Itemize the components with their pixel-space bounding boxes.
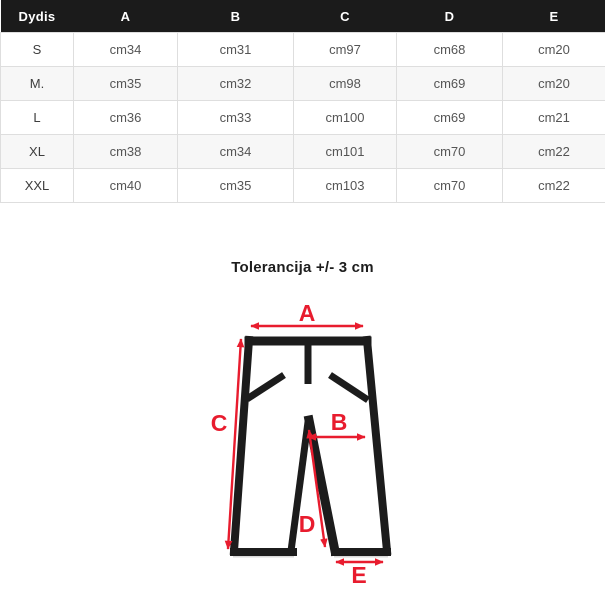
left-outer-seam <box>234 340 249 551</box>
measurement-cell: cm31 <box>178 33 294 67</box>
column-header-a: A <box>74 0 178 33</box>
header-row <box>1 0 605 33</box>
measurement-cell: cm38 <box>74 135 178 169</box>
measurement-cell: cm35 <box>178 169 294 203</box>
measurement-cell: cm70 <box>397 135 503 169</box>
pants-measurement-diagram <box>0 300 605 591</box>
size-chart-header <box>1 0 605 33</box>
size-label: M. <box>1 67 74 101</box>
measurement-cell: cm69 <box>397 67 503 101</box>
left-pocket <box>247 375 284 399</box>
table-row-xl <box>1 135 605 169</box>
size-label: S <box>1 33 74 67</box>
table-row-l <box>1 101 605 135</box>
measurement-cell: cm20 <box>503 33 605 67</box>
dimension-label-b: B <box>330 409 347 435</box>
measurement-cell: cm98 <box>294 67 397 101</box>
measurement-cell: cm21 <box>503 101 605 135</box>
size-chart-table <box>0 0 605 203</box>
measurement-cell: cm68 <box>397 33 503 67</box>
dimension-label-c: C <box>210 410 227 436</box>
table-row-s <box>1 33 605 67</box>
size-chart-body <box>1 33 605 203</box>
measurement-cell: cm100 <box>294 101 397 135</box>
measurement-cell: cm35 <box>74 67 178 101</box>
column-header-e: E <box>503 0 605 33</box>
column-header-c: C <box>294 0 397 33</box>
table-row-xxl <box>1 169 605 203</box>
column-header-b: B <box>178 0 294 33</box>
measurement-cell: cm33 <box>178 101 294 135</box>
measurement-cell: cm32 <box>178 67 294 101</box>
measurement-cell: cm40 <box>74 169 178 203</box>
column-header-dydis: Dydis <box>1 0 74 33</box>
measurement-cell: cm97 <box>294 33 397 67</box>
dimension-label-e: E <box>350 562 367 588</box>
dimension-label-a: A <box>298 300 315 326</box>
column-header-d: D <box>397 0 503 33</box>
size-label: L <box>1 101 74 135</box>
table-row-m <box>1 67 605 101</box>
right-outer-seam <box>367 340 387 551</box>
measurement-cell: cm103 <box>294 169 397 203</box>
measurement-cell: cm34 <box>178 135 294 169</box>
size-label: XXL <box>1 169 74 203</box>
measurement-cell: cm22 <box>503 169 605 203</box>
measurement-cell: cm101 <box>294 135 397 169</box>
measurement-cell: cm70 <box>397 169 503 203</box>
tolerance-note: Tolerancija +/- 3 cm <box>231 259 374 276</box>
measurement-cell: cm69 <box>397 101 503 135</box>
pants-diagram-svg <box>198 300 408 591</box>
measurement-cell: cm22 <box>503 135 605 169</box>
right-pocket <box>330 375 368 400</box>
dimension-label-d: D <box>298 511 315 537</box>
size-label: XL <box>1 135 74 169</box>
measurement-cell: cm36 <box>74 101 178 135</box>
measurement-cell: cm34 <box>74 33 178 67</box>
measurement-cell: cm20 <box>503 67 605 101</box>
